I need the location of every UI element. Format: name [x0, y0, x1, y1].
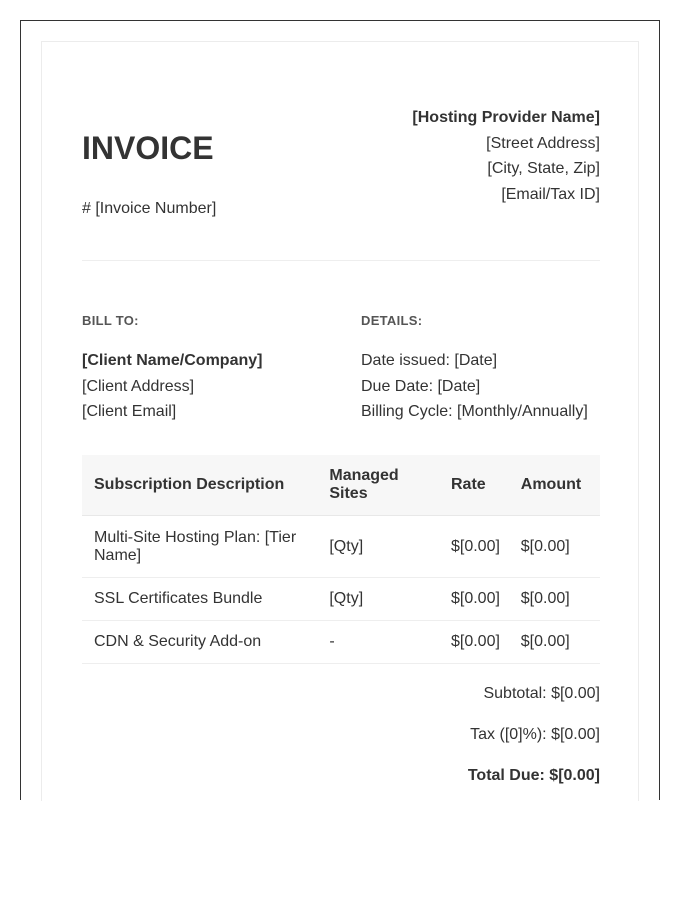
document-frame	[20, 20, 660, 800]
provider-info	[412, 105, 600, 207]
provider-street: [Street Address]	[486, 134, 600, 152]
bill-to-block	[82, 313, 262, 425]
invoice-number: # [Invoice Number]	[82, 200, 217, 217]
parties-section	[82, 261, 600, 455]
cell-rate: $[0.00]	[439, 621, 511, 664]
cell-amount: $[0.00]	[511, 516, 600, 578]
cell-managed-sites: [Qty]	[317, 578, 439, 621]
date-issued: Date issued: [Date]	[361, 352, 498, 369]
totals-section	[82, 684, 600, 786]
due-date: Due Date: [Date]	[361, 377, 481, 395]
subtotal: Subtotal: $[0.00]	[483, 685, 600, 702]
client-name: [Client Name/Company]	[82, 352, 263, 369]
cell-amount: $[0.00]	[511, 621, 600, 664]
table-row	[82, 621, 600, 664]
cell-description: Multi-Site Hosting Plan: [Tier Name]	[82, 516, 317, 578]
header-managed-sites: Managed Sites	[317, 455, 439, 516]
line-items-table	[82, 455, 600, 664]
header-description: Subscription Description	[82, 455, 317, 516]
invoice-title: INVOICE	[82, 130, 214, 166]
billing-cycle: Billing Cycle: [Monthly/Annually]	[361, 403, 588, 420]
header-rate: Rate	[439, 455, 511, 516]
cell-managed-sites: -	[317, 621, 439, 664]
invoice-content	[82, 82, 600, 807]
total-due: Total Due: $[0.00]	[467, 767, 600, 784]
client-email: [Client Email]	[82, 403, 177, 420]
table-header-row	[82, 455, 600, 516]
provider-city: [City, State, Zip]	[487, 160, 600, 177]
cell-description: SSL Certificates Bundle	[82, 578, 317, 621]
invoice-header	[82, 82, 600, 261]
client-address: [Client Address]	[82, 377, 195, 395]
details-label: DETAILS:	[361, 313, 423, 328]
tax: Tax ([0]%): $[0.00]	[470, 726, 600, 743]
cell-managed-sites: [Qty]	[317, 516, 439, 578]
cell-description: CDN & Security Add-on	[82, 621, 317, 664]
cell-rate: $[0.00]	[439, 516, 511, 578]
cell-rate: $[0.00]	[439, 578, 511, 621]
cell-amount: $[0.00]	[511, 578, 600, 621]
details-block	[361, 313, 588, 425]
table-row	[82, 516, 600, 578]
bill-to-label: BILL TO:	[82, 313, 139, 328]
table-row	[82, 578, 600, 621]
provider-email-tax: [Email/Tax ID]	[501, 185, 600, 203]
header-amount: Amount	[511, 455, 600, 516]
provider-name: [Hosting Provider Name]	[412, 109, 600, 126]
invoice-sheet	[41, 41, 639, 801]
